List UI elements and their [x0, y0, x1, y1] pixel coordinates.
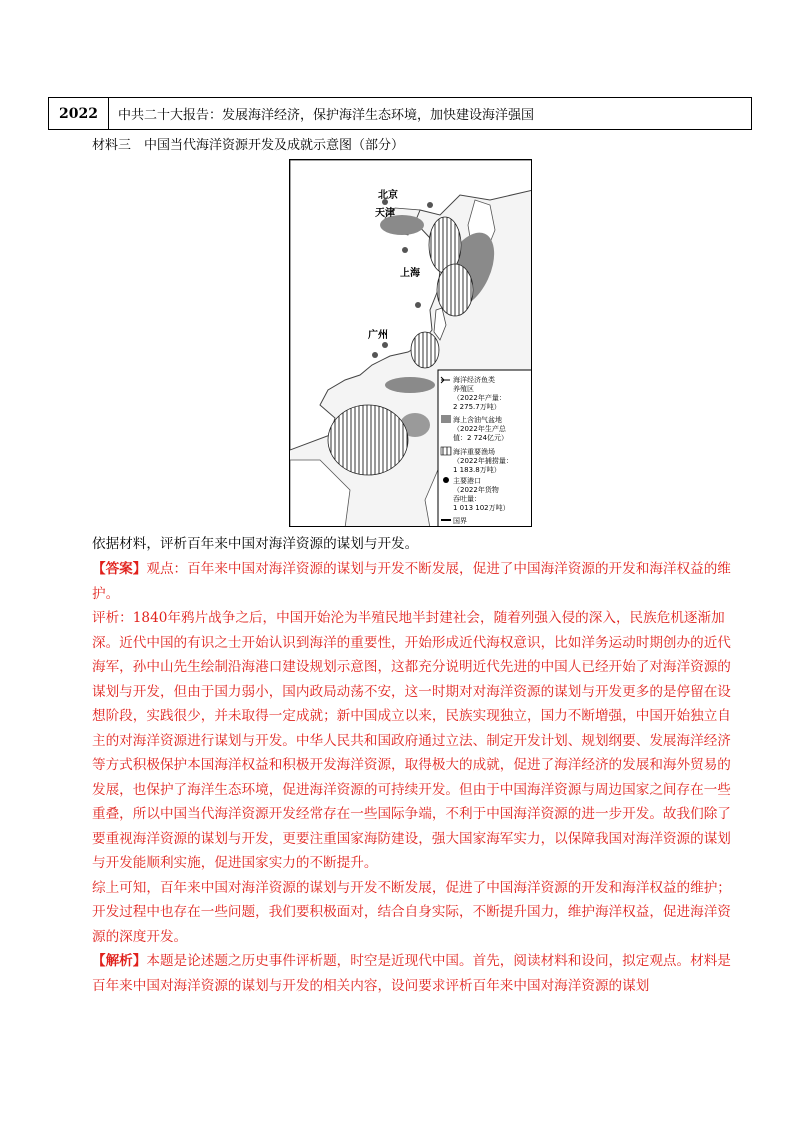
- event-cell: 中共二十大报告：发展海洋经济，保护海洋生态环境，加快建设海洋强国: [118, 108, 535, 123]
- fishing-ground-icon: [441, 447, 451, 455]
- answer-analysis: 评析：1840年鸦片战争之后，中国开始沦为半殖民地半封建社会，随着列强入侵的深入，民族危机逐渐加深。近代中国的有识之士开始认识到海洋的重要性，开始形成近代海权意识，比如洋务运动时期创办的近代海军，孙中山先生绘制沿海港口建设规划示意图，这都充分说明近代先进的中国人已经开始了对海洋资源的谋划与开发，但由于国力弱小，国内政局动荡不安，这一时期对对海洋资源的谋划与开发更多的是停留在设想阶段，实践很少，并未取得一定成就；新中国成立以来，民族实现独立，国力不断增强，中国开始独立自主的对海洋资源进行谋划与开发。中华人民共和国政府通过立法、制定开发计划、规划纲要、发展海洋经济等方式积极保护本国海洋权益和积极开发海洋资源，取得极大的成就，促进了海洋经济的发展和海外贸易的发展，也保护了海洋生态环境，促进海洋资源的可持续开发。但由于中国海洋资源与周边国家之间存在一些重叠，所以中国当代海洋资源开发经常存在一些国际争端，不利于中国海洋资源的进一步开发。故我们除了要重视海洋资源的谋划与开发，更要注重国家海防建设，强大国家海军实力，以保障我国对海洋资源的谋划与开发能顺利实施，促进国家实力的不断提升。: [92, 610, 731, 871]
- city-label-guangzhou: 广州: [368, 330, 388, 341]
- svg-text:海洋经济鱼类: 海洋经济鱼类: [453, 376, 495, 384]
- svg-text:1 183.8万吨）: 1 183.8万吨）: [453, 466, 501, 474]
- year-cell: 2022: [49, 98, 109, 129]
- ocean-resources-map: [289, 159, 532, 527]
- oil-gas-basin-icon: [441, 415, 451, 423]
- svg-text:吞吐量：: 吞吐量：: [453, 495, 481, 503]
- question-text: 依据材料，评析百年来中国对海洋资源的谋划与开发。: [92, 536, 419, 552]
- timeline-table-row: [48, 97, 752, 130]
- explanation-text: 本题是论述题之历史事件评析题，时空是近现代中国。首先，阅读材料和设问，拟定观点。材料是百年来中国对海洋资源的谋划与开发的相关内容，设问要求评析百年来中国对海洋资源的谋划: [92, 953, 731, 994]
- svg-text:（2022年货物: （2022年货物: [453, 486, 499, 494]
- explanation-label: 【解析】: [92, 953, 147, 969]
- svg-text:2 275.7万吨）: 2 275.7万吨）: [453, 403, 501, 411]
- answer-block: [92, 557, 742, 998]
- svg-text:（2022年捕捞量：: （2022年捕捞量：: [453, 457, 513, 465]
- svg-text:海上含油气盆地: 海上含油气盆地: [453, 416, 502, 424]
- answer-viewpoint: 观点：百年来中国对海洋资源的谋划与开发不断发展，促进了中国海洋资源的开发和海洋权益的维护。: [92, 561, 731, 602]
- answer-label: 【答案】: [92, 561, 147, 577]
- svg-text:（2022年生产总: （2022年生产总: [453, 425, 506, 433]
- material-caption: 材料三 中国当代海洋资源开发及成就示意图（部分）: [92, 138, 405, 153]
- svg-text:国界: 国界: [453, 517, 467, 525]
- svg-text:（2022年产量：: （2022年产量：: [453, 394, 506, 402]
- svg-text:值：2 724亿元）: 值：2 724亿元）: [453, 434, 509, 442]
- svg-text:养殖区: 养殖区: [453, 385, 474, 393]
- city-label-beijing: 北京: [378, 190, 398, 201]
- answer-conclusion: 综上可知，百年来中国对海洋资源的谋划与开发不断发展，促进了中国海洋资源的开发和海洋权益的维护；开发过程中也存在一些问题，我们要积极面对，结合自身实际，不断提升国力，维护海洋权益，促进海洋资源的深度开发。: [92, 879, 731, 945]
- city-label-shanghai: 上海: [400, 268, 420, 279]
- svg-text:1 013 102万吨）: 1 013 102万吨）: [453, 504, 510, 512]
- city-label-tianjin: 天津: [375, 208, 395, 219]
- major-port-icon: [443, 477, 449, 483]
- svg-text:海洋重要渔场: 海洋重要渔场: [453, 448, 495, 456]
- svg-text:主要港口: 主要港口: [453, 477, 481, 485]
